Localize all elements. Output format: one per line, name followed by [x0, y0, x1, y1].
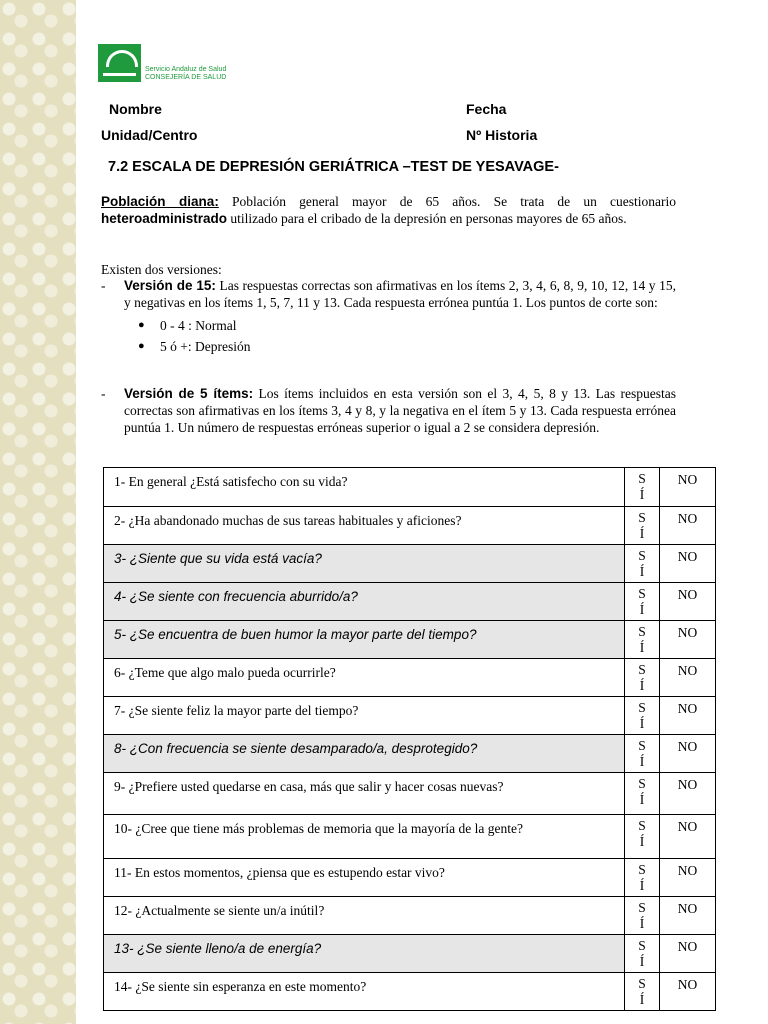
question-row: [104, 815, 716, 859]
answer-si-cell[interactable]: [625, 935, 660, 973]
cutoff-depresion: ● 5 ó +: Depresión: [138, 336, 676, 357]
answer-si-cell[interactable]: [625, 773, 660, 815]
unidad-centro-label: Unidad/Centro: [101, 127, 198, 143]
numero-historia-label: Nº Historia: [466, 127, 538, 143]
page-title: 7.2 ESCALA DE DEPRESIÓN GERIÁTRICA –TEST DE YESAVAGE-: [108, 159, 559, 175]
answer-si-letter-2: Í: [639, 954, 645, 969]
question-text: 4- ¿Se siente con frecuencia aburrido/a?: [104, 583, 625, 621]
question-text: 11- En estos momentos, ¿piensa que es estupendo estar vivo?: [104, 859, 625, 897]
answer-si-cell[interactable]: [625, 897, 660, 935]
question-row: [104, 773, 716, 815]
answer-si-letter-1: S: [638, 862, 646, 877]
answer-si-letter-2: Í: [639, 878, 645, 893]
answer-si-letter-2: Í: [639, 602, 645, 617]
answer-si-cell[interactable]: [625, 659, 660, 697]
cutoff-list: [138, 315, 676, 357]
answer-si-letter-2: Í: [639, 834, 645, 849]
answer-si-letter-1: S: [638, 738, 646, 753]
cutoff-normal: ● 0 - 4 : Normal: [138, 315, 676, 336]
answer-si-letter-1: S: [638, 471, 646, 486]
junta-andalucia-logo: [98, 44, 226, 82]
logo-line-1: Servicio Andaluz de Salud: [145, 66, 227, 73]
question-text: 1- En general ¿Está satisfecho con su vida?: [104, 468, 625, 507]
answer-si-letter-2: Í: [639, 916, 645, 931]
answer-no-cell[interactable]: NO: [660, 735, 716, 773]
logo-emblem-icon: [98, 44, 141, 82]
answer-si-cell[interactable]: [625, 973, 660, 1011]
question-row: [104, 859, 716, 897]
answer-no-cell[interactable]: NO: [660, 507, 716, 545]
poblacion-diana-paragraph: Población diana: Población general mayor de 65 años. Se trata de un cuestionario heteroadministrado utilizado para el cribado de la depresión en personas mayores de 65 años.: [101, 194, 676, 226]
answer-si-letter-2: Í: [639, 792, 645, 807]
question-text: 10- ¿Cree que tiene más problemas de memoria que la mayoría de la gente?: [104, 815, 625, 859]
answer-no-cell[interactable]: NO: [660, 659, 716, 697]
answer-no-cell[interactable]: NO: [660, 545, 716, 583]
answer-si-cell[interactable]: [625, 468, 660, 507]
answer-si-letter-2: Í: [639, 564, 645, 579]
answer-no-cell[interactable]: NO: [660, 897, 716, 935]
answer-si-letter-1: S: [638, 662, 646, 677]
question-row: [104, 935, 716, 973]
answer-si-cell[interactable]: [625, 583, 660, 621]
question-row: [104, 659, 716, 697]
answer-si-letter-1: S: [638, 900, 646, 915]
answer-no-cell[interactable]: NO: [660, 468, 716, 507]
question-row: [104, 735, 716, 773]
answer-no-cell[interactable]: NO: [660, 935, 716, 973]
answer-si-letter-2: Í: [639, 487, 645, 502]
question-row: [104, 621, 716, 659]
question-text: 2- ¿Ha abandonado muchas de sus tareas habituales y aficiones?: [104, 507, 625, 545]
answer-si-letter-2: Í: [639, 526, 645, 541]
answer-no-cell[interactable]: NO: [660, 859, 716, 897]
answer-si-cell[interactable]: [625, 859, 660, 897]
answer-no-cell[interactable]: NO: [660, 815, 716, 859]
answer-si-cell[interactable]: [625, 735, 660, 773]
version-15-label: Versión de 15:: [124, 278, 216, 293]
version-15-text: Las respuestas correctas son afirmativas en los ítems 2, 3, 4, 6, 8, 9, 10, 12, 14 y 15, y negativas en los ítems 1, 5, 7, 11 y 13. Cada respuesta errónea puntúa 1. Los puntos de corte son:: [124, 278, 676, 310]
answer-si-letter-2: Í: [639, 678, 645, 693]
version-5-text: Los ítems incluidos en esta versión son el 3, 4, 5, 8 y 13. Las respuestas correctas son afirmativas en los ítems 3, 4 y 8, y la negativa en el ítem 5 y 13. Cada respuesta errónea puntúa 1. Un número de respuestas erróneas superior o igual a 2 se considera depresión.: [124, 386, 676, 435]
question-row: [104, 468, 716, 507]
answer-si-letter-2: Í: [639, 640, 645, 655]
question-text: 14- ¿Se siente sin esperanza en este momento?: [104, 973, 625, 1011]
question-text: 5- ¿Se encuentra de buen humor la mayor parte del tiempo?: [104, 621, 625, 659]
answer-si-cell[interactable]: [625, 815, 660, 859]
answer-si-cell[interactable]: [625, 697, 660, 735]
question-text: 12- ¿Actualmente se siente un/a inútil?: [104, 897, 625, 935]
question-row: [104, 545, 716, 583]
answer-si-letter-1: S: [638, 510, 646, 525]
answer-no-cell[interactable]: NO: [660, 621, 716, 659]
answer-si-letter-1: S: [638, 624, 646, 639]
answer-si-letter-1: S: [638, 586, 646, 601]
answer-si-letter-1: S: [638, 976, 646, 991]
question-row: [104, 897, 716, 935]
nombre-label: Nombre: [109, 101, 162, 117]
fecha-label: Fecha: [466, 101, 507, 117]
answer-si-cell[interactable]: [625, 545, 660, 583]
answer-si-letter-2: Í: [639, 754, 645, 769]
poblacion-label: Población diana:: [101, 194, 219, 209]
question-text: 13- ¿Se siente lleno/a de energía?: [104, 935, 625, 973]
answer-no-cell[interactable]: NO: [660, 973, 716, 1011]
heteroadministrado-term: heteroadministrado: [101, 211, 228, 226]
version-15-item: - Versión de 15: Las respuestas correctas son afirmativas en los ítems 2, 3, 4, 6, 8, 9, 10, 12, 14 y 15, y negativas en los ítems 1, 5, 7, 11 y 13. Cada respuesta errónea puntúa 1. Los puntos de corte son: ● 0 - 4 : Normal ● 5 ó +: Depresión: [101, 277, 676, 357]
answer-si-letter-1: S: [638, 776, 646, 791]
answer-no-cell[interactable]: NO: [660, 583, 716, 621]
version-5-item: - Versión de 5 ítems: Los ítems incluidos en esta versión son el 3, 4, 5, 8 y 13. Las respuestas correctas son afirmativas en los ítems 3, 4 y 8, y la negativa en el ítem 5 y 13. Cada respuesta errónea puntúa 1. Un número de respuestas erróneas superior o igual a 2 se considera depresión.: [101, 386, 676, 435]
answer-si-cell[interactable]: [625, 621, 660, 659]
question-row: [104, 697, 716, 735]
question-row: [104, 583, 716, 621]
answer-no-cell[interactable]: NO: [660, 773, 716, 815]
logo-line-2: CONSEJERÍA DE SALUD: [145, 74, 227, 81]
answer-si-letter-1: S: [638, 818, 646, 833]
answer-si-cell[interactable]: [625, 507, 660, 545]
questions-table: [103, 467, 716, 1011]
decorative-side-strip: [0, 0, 76, 1024]
question-text: 8- ¿Con frecuencia se siente desamparado/a, desprotegido?: [104, 735, 625, 773]
answer-si-letter-1: S: [638, 938, 646, 953]
answer-no-cell[interactable]: NO: [660, 697, 716, 735]
question-row: [104, 507, 716, 545]
question-text: 9- ¿Prefiere usted quedarse en casa, más que salir y hacer cosas nuevas?: [104, 773, 625, 815]
versions-intro: Existen dos versiones:: [101, 262, 222, 277]
version-5-label: Versión de 5 ítems:: [124, 386, 254, 401]
question-row: [104, 973, 716, 1011]
answer-si-letter-1: S: [638, 548, 646, 563]
question-text: 7- ¿Se siente feliz la mayor parte del tiempo?: [104, 697, 625, 735]
answer-si-letter-2: Í: [639, 992, 645, 1007]
question-text: 6- ¿Teme que algo malo pueda ocurrirle?: [104, 659, 625, 697]
question-text: 3- ¿Siente que su vida está vacía?: [104, 545, 625, 583]
answer-si-letter-1: S: [638, 700, 646, 715]
answer-si-letter-2: Í: [639, 716, 645, 731]
